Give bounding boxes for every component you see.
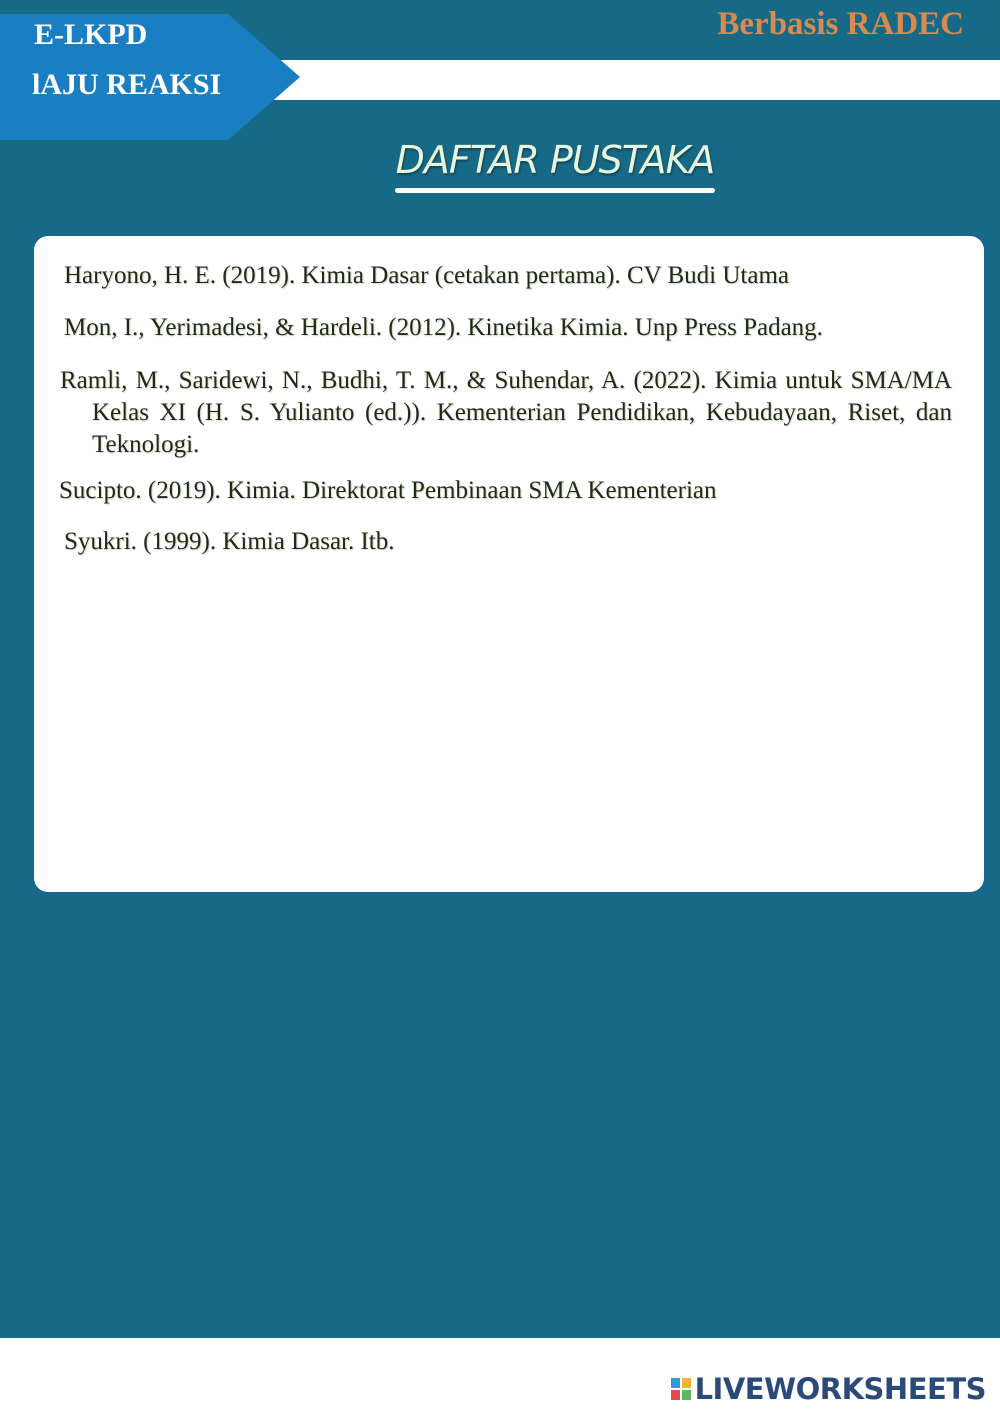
reference-item: Sucipto. (2019). Kimia. Direktorat Pembinaan SMA Kementerian [59, 477, 717, 504]
reference-item: Syukri. (1999). Kimia Dasar. Itb. [64, 528, 395, 555]
references-card [34, 236, 984, 892]
header-bar [240, 60, 1000, 100]
title-underline [395, 188, 715, 193]
reference-item: Ramli, M., Saridewi, N., Budhi, T. M., & Suhendar, A. (2022). Kimia untuk SMA/MA Kelas XI (H. S. Yulianto (ed.)). Kementerian Pendidikan, Kebudayaan, Riset, dan Teknologi. [60, 367, 952, 458]
badge-subtitle: lAJU REAKSI [32, 68, 222, 101]
brand-label: Berbasis RADEC [717, 6, 964, 42]
logo-text: LIVEWORKSHEETS [694, 1372, 986, 1406]
reference-item: Haryono, H. E. (2019). Kimia Dasar (cetakan pertama). CV Budi Utama [64, 262, 790, 289]
liveworksheets-logo-icon [671, 1378, 691, 1400]
reference-item: Mon, I., Yerimadesi, & Hardeli. (2012). Kinetika Kimia. Unp Press Padang. [64, 314, 823, 341]
liveworksheets-logo[interactable] [671, 1372, 986, 1406]
page-title: DAFTAR PUSTAKA [395, 138, 715, 182]
badge-title: E-LKPD [34, 18, 148, 51]
